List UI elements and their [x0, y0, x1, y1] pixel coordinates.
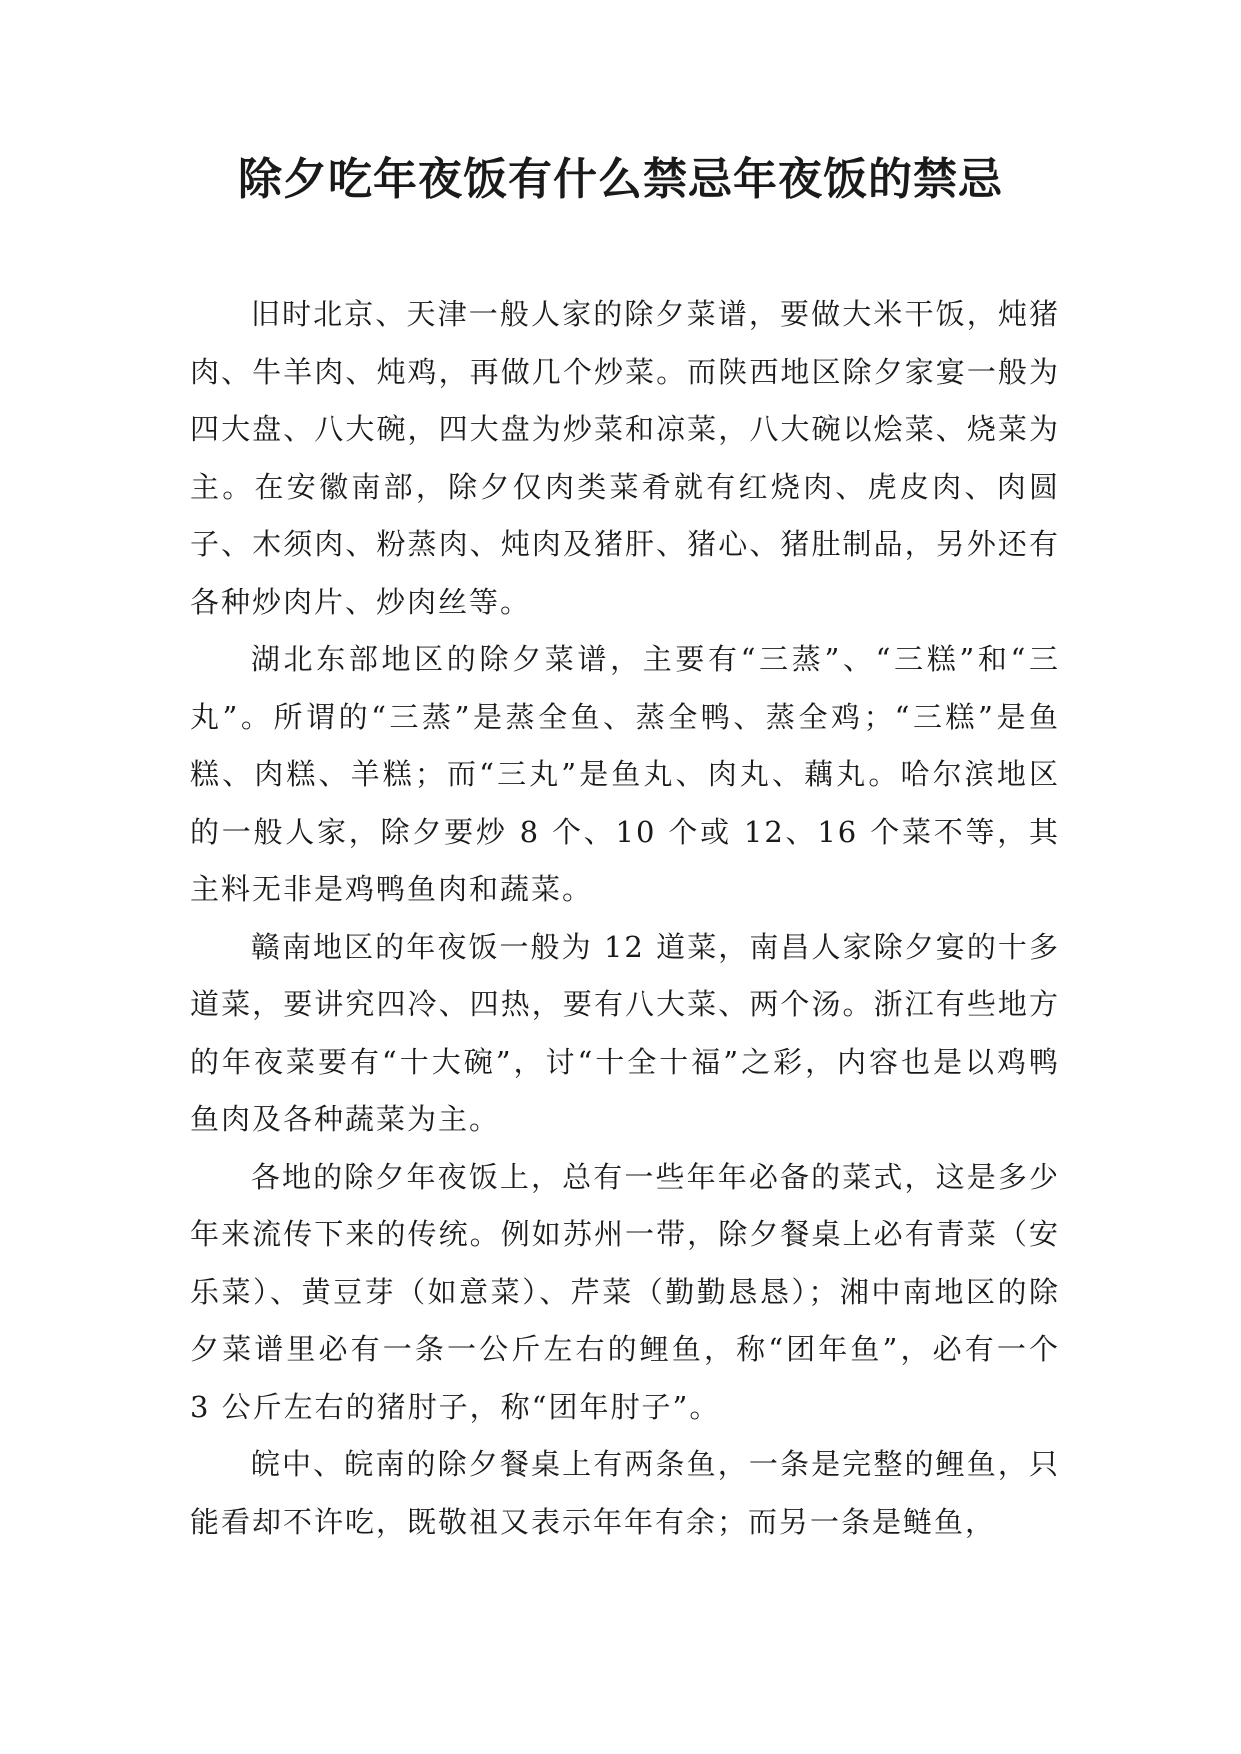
document-title: 除夕吃年夜饭有什么禁忌年夜饭的禁忌	[238, 154, 1003, 205]
document-body	[190, 286, 1060, 1551]
paragraph-5: 皖中、皖南的除夕餐桌上有两条鱼，一条是完整的鲤鱼，只能看却不许吃，既敬祖又表示年年有余；而另一条是鲢鱼，	[190, 1447, 1060, 1539]
paragraph-2: 湖北东部地区的除夕菜谱，主要有“三蒸”、“三糕”和“三丸”。所谓的“三蒸”是蒸全鱼、蒸全鸭、蒸全鸡；“三糕”是鱼糕、肉糕、羊糕；而“三丸”是鱼丸、肉丸、藕丸。哈尔滨地区的一般人家，除夕要炒 8 个、10 个或 12、16 个菜不等，其主料无非是鸡鸭鱼肉和蔬菜。	[190, 642, 1060, 906]
paragraph-3: 赣南地区的年夜饭一般为 12 道菜，南昌人家除夕宴的十多道菜，要讲究四冷、四热，要有八大菜、两个汤。浙江有些地方的年夜菜要有“十大碗”，讨“十全十福”之彩，内容也是以鸡鸭鱼肉及各种蔬菜为主。	[190, 929, 1060, 1136]
paragraph-4: 各地的除夕年夜饭上，总有一些年年必备的菜式，这是多少年来流传下来的传统。例如苏州一带，除夕餐桌上必有青菜（安乐菜）、黄豆芽（如意菜）、芹菜（勤勤恳恳）；湘中南地区的除夕菜谱里必有一条一公斤左右的鲤鱼，称“团年鱼”，必有一个 3 公斤左右的猪肘子，称“团年肘子”。	[190, 1159, 1060, 1424]
paragraph-1: 旧时北京、天津一般人家的除夕菜谱，要做大米干饭，炖猪肉、牛羊肉、炖鸡，再做几个炒菜。而陕西地区除夕家宴一般为四大盘、八大碗，四大盘为炒菜和凉菜，八大碗以烩菜、烧菜为主。在安徽南部，除夕仅肉类菜肴就有红烧肉、虎皮肉、肉圆子、木须肉、粉蒸肉、炖肉及猪肝、猪心、猪肚制品，另外还有各种炒肉片、炒肉丝等。	[190, 297, 1060, 619]
